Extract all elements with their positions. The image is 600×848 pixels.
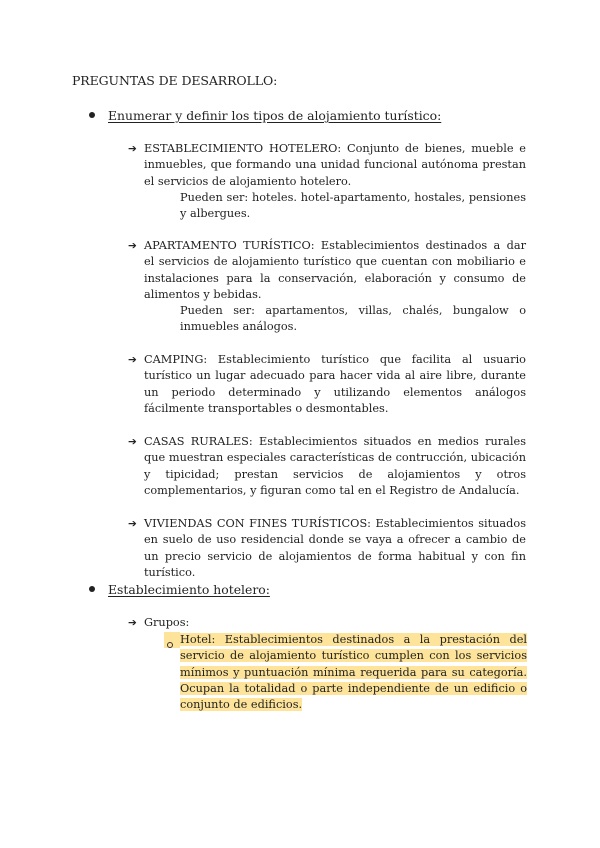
highlighted-text: Hotel: Establecimientos destinados a la prestación del servicio de alojamiento turístico cumplen con los servicios mínimos y puntuación mínima requerida para su categoría. Ocupan la totalidad o parte independiente de un edificio o conjunto de edificios.: [180, 633, 527, 712]
highlighted-item-hotel: [164, 632, 527, 713]
right-arrow-icon: ➔: [128, 240, 137, 252]
right-arrow-icon: ➔: [128, 143, 137, 155]
list-item-text: VIVIENDAS CON FINES TURÍSTICOS: Establecimientos situados en suelo de uso residencial donde se vaya a ofrecer a cambio de un precio servicio de alojamientos de forma habitual y con fin turístico.: [144, 517, 526, 579]
list-item-text: Grupos:: [144, 616, 190, 629]
list-item-viviendas: [128, 516, 528, 581]
list-item-subtext: Pueden ser: hoteles. hotel-apartamento, hostales, pensiones y albergues.: [180, 190, 526, 221]
list-item-text: APARTAMENTO TURÍSTICO: Establecimientos destinados a dar el servicios de alojamiento turístico que cuentan con mobiliario e instalaciones para la conservación, elaboración y consumo de alimentos y bebidas.: [144, 239, 526, 301]
list-item-text: CASAS RURALES: Establecimientos situados en medios rurales que muestran especiales características de contrucción, ubicación y tipicidad; prestan servicios de alojamientos y otros complementarios, y figuran como tal en el Registro de Andalucía.: [144, 435, 526, 497]
list-item-casas-rurales: [128, 434, 528, 499]
right-arrow-icon: ➔: [128, 518, 137, 530]
list-item-camping: [128, 352, 528, 417]
list-item-establecimiento-hotelero: [128, 141, 528, 222]
right-arrow-icon: ➔: [128, 617, 137, 629]
section-heading-establecimiento: [89, 582, 270, 598]
section-heading-text: Establecimiento hotelero:: [108, 582, 270, 597]
bullet-icon: [89, 112, 95, 118]
bullet-icon: [89, 586, 95, 592]
list-item-text: CAMPING: Establecimiento turístico que facilita al usuario turístico un lugar adecuado para hacer vida al aire libre, durante un periodo determinado y utilizando elementos análogos fácilmente transportables o desmontables.: [144, 353, 526, 415]
list-item-subtext: Pueden ser: apartamentos, villas, chalés, bungalow o inmuebles análogos.: [180, 304, 526, 334]
list-item-text: ESTABLECIMIENTO HOTELERO: Conjunto de bienes, mueble e inmuebles, que formando una unidad funcional autónoma prestan el servicios de alojamiento hotelero.: [144, 142, 526, 188]
list-item-apartamento-turistico: [128, 238, 528, 336]
list-item-grupos: [128, 615, 528, 631]
section-heading-text: Enumerar y definir los tipos de alojamiento turístico:: [108, 108, 442, 123]
hollow-circle-icon: [167, 642, 173, 648]
section-heading-tipos: [89, 108, 441, 124]
right-arrow-icon: ➔: [128, 436, 137, 448]
right-arrow-icon: ➔: [128, 354, 137, 366]
page-title: PREGUNTAS DE DESARROLLO:: [72, 73, 278, 88]
